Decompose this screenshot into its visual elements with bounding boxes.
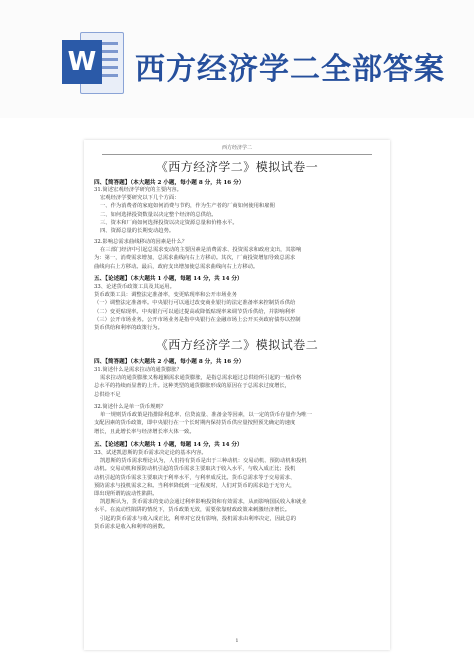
q-line: 32.影响总需求曲线移动的因素是什么？ (94, 239, 188, 245)
q-line: 水平。在流动性陷阱的情况下，货币政策无效，需要依靠财政政策来刺激经济增长。 (94, 507, 290, 514)
q-line: 即出现所谓的流动性陷阱。 (94, 491, 158, 498)
q-line: 凯恩斯认为，货币需求的变动会通过利率影响投资和有效需求，从而影响国民收入和就业 (100, 499, 307, 506)
q-line: 二、如何选择投资数量以决定整个经济的总供给。 (100, 211, 217, 218)
q-line: 33、试述凯恩斯的货币需求决定论的基本内容。 (94, 450, 207, 456)
q-line: 增长，且此增长率与经济增长率大体一致。 (94, 428, 195, 435)
q-line: 一、作为消费者的家庭如何消费与节约，作为生产者的厂商如何使用和雇佣 (100, 203, 275, 210)
header-rule (102, 154, 372, 155)
document-page (84, 140, 390, 650)
q-line: 四、资源总量的长期变动趋势。 (100, 228, 175, 235)
q-line: 三、资本和厂商如何选择投资以决定资源总量和价格水平。 (100, 219, 238, 226)
exam1-title: 《西方经济学二》模拟试卷一 (155, 160, 319, 174)
q-line: 预防需求与投机需求之和。当利率降低到一定程度时，人们对货币的需求趋于无穷大， (94, 482, 296, 489)
exam2-section4-heading: 四、【简答题】（本大题共 2 小题，每小题 8 分，共 16 分） (94, 359, 245, 365)
q-line: 货币供给和利率的政策行为。 (94, 325, 163, 332)
exam2-q32 (94, 403, 382, 436)
q-line: 总供给不足 (94, 391, 121, 398)
q-line: （三）公开市场业务。公开市场业务是指中央银行在金融市场上公开买卖政府债券以控制 (94, 316, 301, 323)
q-line: 动机。交易动机和预防动机引起的货币需求主要取决于收入水平，与收入成正比；投机 (94, 466, 296, 473)
q-line: 在三部门经济中引起总需求变动的主要因素是消费需求、投资需求和政府支出，其影响 (100, 247, 302, 254)
exam1-q33 (94, 283, 382, 332)
q-line: 总水平的持续而显著的上升。这种类型的通货膨胀形成的原因在于总需求过度增长， (94, 383, 290, 390)
word-badge: W (62, 40, 102, 84)
q-line: 货币政策工具：调整法定准备率，变更贴现率和公开市场业务 (94, 292, 238, 299)
running-header: 西方经济学二 (221, 145, 252, 151)
q-line: （一）调整法定准备率。中央银行可以通过改变商业银行的法定准备率来控制货币供给 (94, 300, 296, 307)
q-line: 33、论述货币政策工具及其运用。 (94, 284, 175, 290)
q-line: 凯恩斯的货币需求理论认为，人们持有货币是出于三种动机：交易动机、预防动机和投机 (100, 458, 307, 465)
q-line: （二）变更贴现率。中央银行可以通过提高或降低贴现率来调节货币供给，并影响利率 (94, 308, 296, 315)
q-line: 宏观经济学要研究以下几个方面： (100, 195, 180, 202)
exam2-section5-heading: 五、【论述题】（本大题共 1 小题，每题 14 分，共 14 分） (94, 442, 243, 448)
banner (0, 0, 474, 118)
exam2-title: 《西方经济学二》模拟试卷二 (155, 338, 319, 352)
q-line: 需求拉动的通货膨胀又称超额需求通货膨胀，是指总需求超过总供给所引起的一般价格 (100, 375, 302, 382)
q-line: 32.简述什么是单一货币规则？ (94, 404, 166, 410)
q-line: 动机引起的货币需求主要取决于利率水平，与利率成反比。货币总需求等于交易需求、 (94, 474, 296, 481)
exam1-q32 (94, 238, 382, 271)
banner-title: 西方经济学二全部答案 (135, 52, 445, 87)
exam1-section5-heading: 五、【论述题】（本大题共 1 小题，每题 14 分，共 14 分） (94, 276, 243, 282)
word-document-icon (62, 28, 124, 96)
q-line: 曲线向右上方移动。最后，政府支出增加使总需求曲线向右上方移动。 (94, 263, 259, 270)
exam2-q33 (94, 449, 382, 531)
q-line: 单一规则货币政策是指排除利息率、信贷流量、准备金等因素，以一定的货币存量作为唯一 (100, 412, 312, 419)
exam2-q31 (94, 366, 382, 399)
q-line: 引起的货币需求与收入成正比，利率对它没有影响，投机需求由利率决定，因此总的 (100, 515, 296, 522)
page-number: 1 (235, 638, 239, 644)
q-line: 货币需求是收入和利率的函数。 (94, 523, 169, 530)
q-line: 31.简述宏观经济学研究的主要内容。 (94, 187, 182, 193)
q-line: 31.简述什么是需求拉动的通货膨胀？ (94, 367, 182, 373)
exam1-section4-heading: 四、【简答题】（本大题共 2 小题，每小题 8 分，共 16 分） (94, 180, 245, 186)
exam1-q31 (94, 186, 382, 235)
q-line: 支配因素的货币政策，即中央银行在一个长时期内保持货币供应量按照预先确定的速度 (94, 420, 296, 427)
q-line: 为：第一，消费需求增加，总需求曲线向右上方移动。其次，厂商投资增加导致总需求 (94, 255, 296, 262)
